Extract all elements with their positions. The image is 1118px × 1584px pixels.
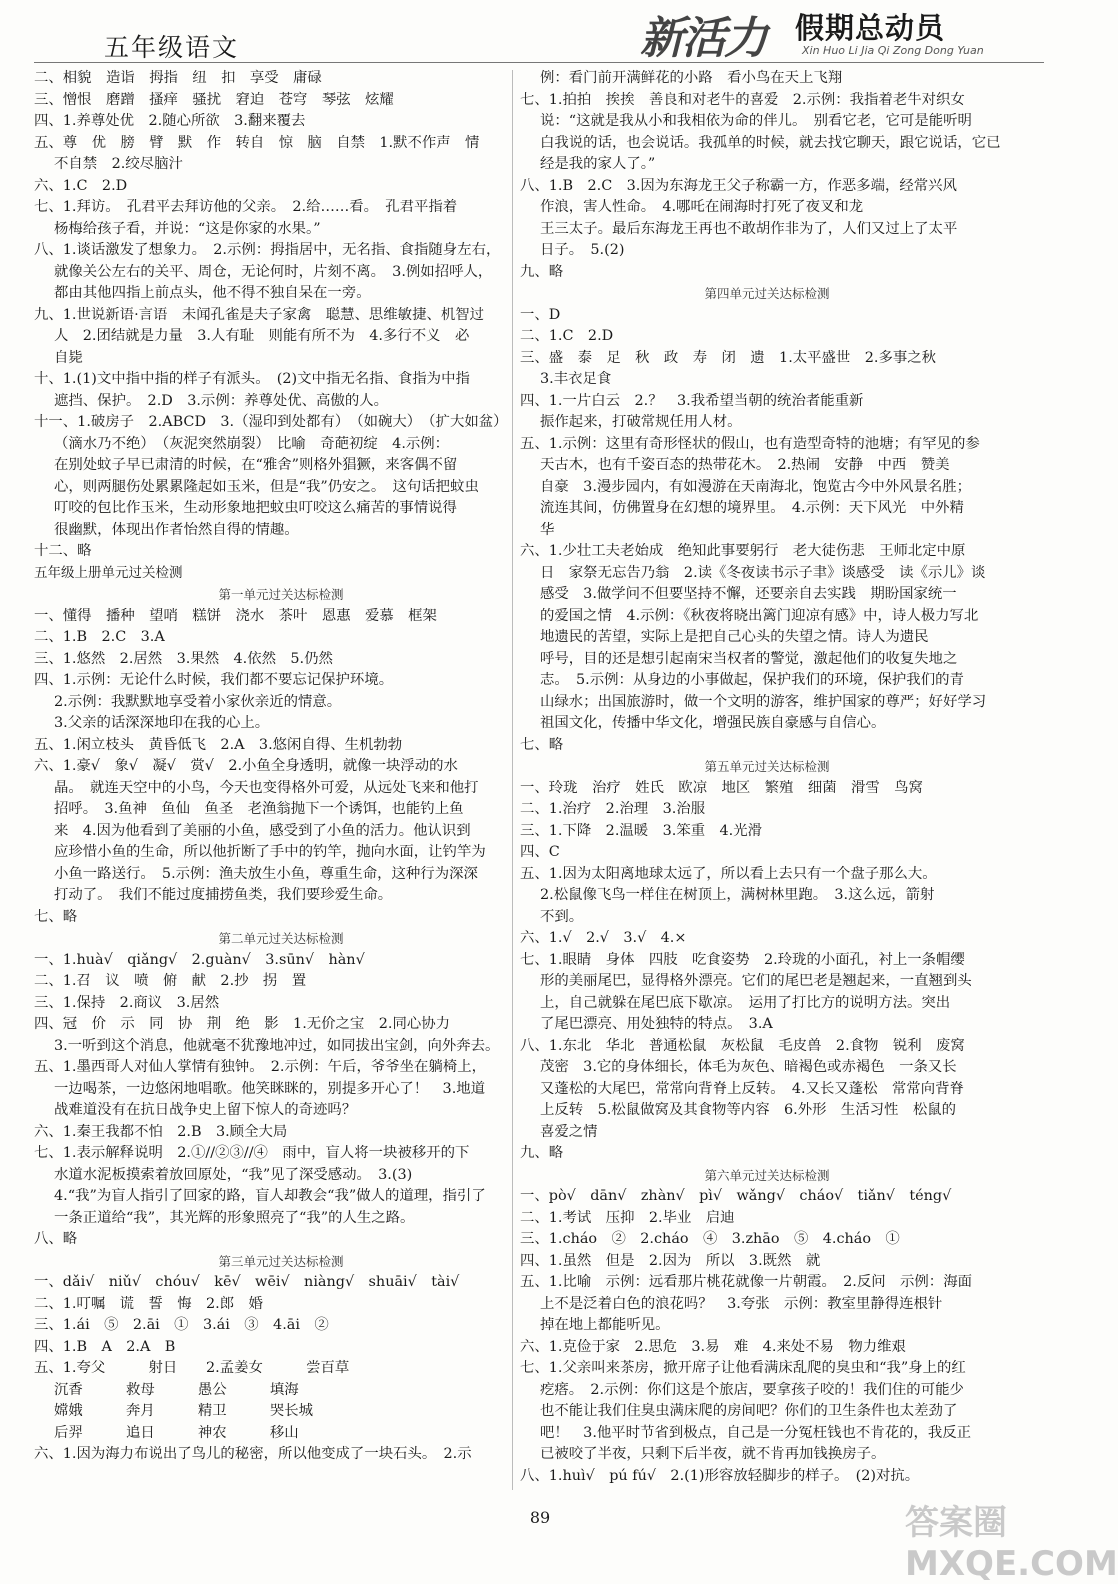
answer-line: 打动了。 我们不能过度捕捞鱼类，我们要珍爱生命。 [54, 887, 393, 903]
answer-line: 3.丰衣足食 [540, 371, 612, 387]
grade-subject: 五年级语文 [104, 33, 240, 62]
answer-line: 七、1.父亲叫来茶房，掀开席子让他看满床乱爬的臭虫和“我”身上的红 [520, 1360, 966, 1376]
answer-line: 一、pò√ dān√ zhàn√ pì√ wǎng√ cháo√ tiǎn√ téng√ [520, 1188, 952, 1204]
answer-line: 三、1.保持 2.商议 3.居然 [34, 994, 220, 1011]
answer-line: 流连其间，仿佛置身在幻想的境界里。 4.示例：天下风光 中外精 [540, 500, 964, 516]
answer-line: 三、1.悠然 2.居然 3.果然 4.依然 5.仍然 [34, 650, 333, 667]
answer-line: 作浪，害人性命。 4.哪吒在闹海时打死了夜叉和龙 [540, 199, 864, 215]
answer-line: 三、憎恨 磨蹭 搔痒 骚扰 窘迫 苍穹 琴弦 炫耀 [34, 91, 394, 108]
section-title: 第五单元过关达标检测 [704, 759, 830, 774]
answer-line: 六、1.豪√ 象√ 凝√ 赏√ 2.小鱼全身透明，就像一块浮动的水 [34, 758, 458, 774]
answer-line: 六、1.√ 2.√ 3.√ 4.× [520, 930, 687, 946]
answer-line: 三、1.下降 2.温暖 3.笨重 4.光滑 [520, 822, 762, 839]
answer-line: 志。 5.示例：从身边的小事做起，保护我们的环境，保护我们的青 [540, 672, 964, 688]
answer-line: 十一、1.破房子 2.ABCD 3.（湿印到处都有） （如碗大） （扩大如盆） [34, 414, 508, 430]
answer-line: 上不是泛着白色的浪花吗？ 3.夸张 示例：教室里静得连根针 [540, 1295, 943, 1312]
answer-line: 在别处蚊子早已肃清的时候，在“雅舍”则格外猖獗，来客偶不留 [54, 457, 458, 473]
answer-line: 五、1.因为太阳离地球太远了，所以看上去只有一个盘子那么大。 [520, 865, 937, 882]
answer-line: 二、1.考试 压抑 2.毕业 启迪 [520, 1209, 735, 1226]
answer-line: 四、1.养尊处优 2.随心所欲 3.翻来覆去 [34, 113, 306, 129]
answer-line: 晶。 就连天空中的小鸟，今天也变得格外可爱，从远处飞来和他打 [54, 779, 479, 796]
answer-line: 自毙 [54, 349, 83, 366]
answer-line: 二、1.召 议 喷 俯 献 2.抄 拐 置 [34, 973, 307, 989]
section-title: 第三单元过关达标检测 [218, 1253, 344, 1269]
answer-line: 就像关公左右的关平、周仓，无论何时，片刻不离。 3.例如招呼人， [54, 263, 493, 280]
answer-line: 2.松鼠像飞鸟一样住在树顶上，满树林里跑。 3.这么远，箭射 [540, 887, 935, 903]
answer-line: 呼号，目的还是想引起南宋当权者的警觉，激起他们的收复失地之 [540, 650, 958, 667]
answer-line: 3.父亲的话深深地印在我的心上。 [54, 715, 270, 731]
answer-line: 白我说的话，也会说话。我孤单的时候，就去找它聊天，跟它说话，它已 [540, 134, 1001, 151]
answer-line: 遮挡、保护。 2.D 3.示例：养尊处优、高傲的人。 [54, 392, 389, 409]
answer-line: 三、盛 泰 足 秋 政 寿 闭 遗 1.太平盛世 2.多事之秋 [520, 349, 937, 366]
answer-line: 叮咬的包比作玉米，生动形象地把蚊虫叮咬这么痛苦的事情说得 [54, 500, 457, 516]
answer-line: 八、略 [34, 1231, 78, 1247]
answer-line: 三、1.cháo ② 2.cháo ④ 3.zhāo ⑤ 4.cháo ① [520, 1231, 900, 1247]
answer-line: 不自禁 2.绞尽脑汁 [54, 156, 183, 172]
page-number: 89 [529, 1508, 551, 1527]
answer-line: 八、1.东北 华北 普通松鼠 灰松鼠 毛皮兽 2.食物 锐利 废窝 [520, 1037, 965, 1054]
answer-line: 2.示例：我默默地享受着小家伙亲近的情意。 [54, 693, 342, 710]
answer-line: 又蓬松的大尾巴，常常向背脊上反转。 4.又长又蓬松 常常向背脊 [540, 1080, 964, 1097]
answer-line: 八、1.谈话激发了想象力。 2.示例：拇指居中，无名指、食指随身左右， [34, 242, 501, 258]
answer-line: 一、dǎi√ niǔ√ chóu√ kē√ wēi√ niàng√ shuāi√ tài√ [34, 1274, 460, 1290]
header-rule [34, 62, 1044, 63]
answer-line: 四、1.示例：无论什么时候，我们都不要忘记保护环境。 [34, 672, 394, 688]
answer-line: 七、略 [520, 736, 564, 753]
answer-line: 一、1.huà√ qiǎng√ 2.guàn√ 3.sūn√ hàn√ [34, 951, 365, 968]
answer-line: 天古木，也有千姿百态的热带花木。 2.热闹 安静 中西 赞美 [540, 457, 950, 473]
answer-line: 已被咬了半夜，只剩下后半夜，就不肯再加钱换房子。 [540, 1446, 886, 1462]
section-title: 第四单元过关达标检测 [704, 286, 830, 301]
answer-line: 日子。 5.(2) [540, 242, 625, 258]
answer-line: 九、略 [520, 263, 564, 280]
answer-line: 不到。 [540, 908, 584, 925]
answer-line: 二、1.C 2.D [520, 328, 614, 344]
answer-line: 四、1.一片白云 2.？ 3.我希望当朝的统治者能重新 [520, 392, 864, 409]
answer-line: 九、略 [520, 1145, 564, 1161]
brand-logo: 新活力 [640, 13, 766, 64]
answer-line: 九、1.世说新语·言语 未闻孔雀是夫子家禽 聪慧、思维敏捷、机智过 [34, 306, 485, 323]
answer-line: 吧！ 3.他平时节省到极点，自己是一分冤枉钱也不肯花的，我反正 [540, 1424, 972, 1441]
answer-line: 上反转 5.松鼠做窝及其食物等内容 6.外形 生活习性 松鼠的 [540, 1102, 957, 1118]
answer-line: 自豪 3.漫步园内，有如漫游在天南海北，饱览古今中外风景名胜； [540, 478, 972, 495]
answer-line: 茂密 3.它的身体细长，体毛为灰色、暗褐色或赤褐色 一条又长 [540, 1059, 957, 1075]
section-title: 第一单元过关达标检测 [218, 587, 344, 602]
answer-line: 七、1.拍拍 挨挨 善良和对老牛的喜爱 2.示例：我指着老牛对织女 [520, 91, 965, 108]
answer-line: 二、1.B 2.C 3.A [34, 629, 165, 645]
answer-line: 六、1.因为海力布说出了鸟儿的秘密，所以他变成了一块石头。 2.示 [34, 1446, 472, 1462]
answer-line: 人 2.团结就是力量 3.人有耻 则能有所不为 4.多行不义 必 [54, 328, 470, 344]
answer-line: 四、1.B A 2.A B [34, 1338, 176, 1355]
answer-line: 六、1.克俭于家 2.思危 3.易 难 4.来处不易 物力维艰 [520, 1338, 906, 1355]
answer-line: 华 [540, 521, 555, 538]
answer-line: 地遗民的苦望，实际上是把自己心头的失望之情。诗人为遗民 [540, 629, 929, 645]
answer-line: 七、1.拜访。 孔君平去拜访他的父亲。 2.给……看。 孔君平指着 [34, 199, 458, 215]
answer-line: 七、略 [34, 908, 78, 925]
answer-line: 4.“我”为盲人指引了回家的路，盲人却教会“我”做人的道理，指引了 [54, 1188, 486, 1204]
answer-line: 小鱼一路送行。 5.示例：渔夫放生小鱼，尊重生命，这种行为深深 [54, 865, 478, 882]
section-title: 第六单元过关达标检测 [704, 1167, 830, 1183]
answer-line: 王三太子。最后东海龙王再也不敢胡作非为了，人们又过上了太平 [540, 220, 958, 237]
answer-line: 招呼。 3.鱼神 鱼仙 鱼圣 老渔翁抛下一个诱饵，也能钓上鱼 [54, 801, 464, 817]
answer-line: 二、相貌 造诣 拇指 纽 扣 享受 庸碌 [34, 70, 322, 86]
answer-line: 例：看门前开满鲜花的小路 看小鸟在天上飞翔 [540, 70, 843, 86]
right-column [520, 68, 1014, 1487]
answer-line: 一、D [520, 306, 561, 323]
answer-line: 山绿水；出国旅游时，做一个文明的游客，维护国家的尊严；好好学习 [540, 693, 987, 710]
answer-line: 四、1.虽然 但是 2.因为 所以 3.既然 就 [520, 1252, 821, 1269]
answer-line: 八、1.B 2.C 3.因为东海龙王父子称霸一方，作恶多端，经常兴风 [520, 177, 957, 194]
answer-line: 二、1.叮嘱 谎 誓 悔 2.郎 婚 [34, 1295, 263, 1312]
answer-line: 五、1.示例：这里有奇形怪状的假山，也有造型奇特的池塘；有罕见的参 [520, 435, 980, 452]
answer-line: 二、1.治疗 2.治理 3.治服 [520, 801, 706, 817]
answer-line: （滴水乃不绝） （灰泥突然崩裂） 比喻 奇葩初绽 4.示例： [54, 435, 450, 452]
section-title: 第二单元过关达标检测 [218, 931, 344, 946]
answer-line: 十二、略 [34, 543, 92, 559]
answer-line: 一、懂得 播种 望哨 糕饼 浇水 茶叶 恩惠 爱慕 框架 [34, 607, 437, 624]
watermark-logo: 答案圈 MXQE.COM [905, 1503, 1118, 1584]
series-title: 假期总动员 [795, 11, 946, 45]
answer-line: 五、尊 优 膀 臂 默 作 转自 惊 脑 自禁 1.默不作声 情 [34, 134, 480, 151]
answer-line: 形的美丽尾巴，显得格外漂亮。它们的尾巴老是翘起来，一直翘到头 [540, 973, 972, 989]
answer-line: 嫦娥 奔月 精卫 哭长城 [54, 1403, 314, 1419]
answer-line: 感受 3.做学问不但要坚持不懈，还要亲自去实践 期盼国家统一 [540, 586, 957, 602]
answer-line: 应珍惜小鱼的生命，所以他折断了手中的钓竿，抛向水面，让钓竿为 [54, 844, 486, 860]
answer-line: 心，则两腿伤处累累隆起如玉米，但是“我”仍安之。 这句话把蚊虫 [54, 478, 479, 495]
answer-line: 了尾巴漂亮、用处独特的特点。 3.A [540, 1016, 773, 1032]
answer-line: 杨梅给孩子看，并说：“这是你家的水果。” [54, 220, 321, 237]
answer-line: 来 4.因为他看到了美丽的小鱼，感受到了小鱼的活力。他认识到 [54, 822, 471, 839]
answer-line: 七、1.眼睛 身体 四肢 吃食姿势 2.玲珑的小面孔，衬上一条帽缨 [520, 951, 965, 968]
answer-line: 四、C [520, 844, 560, 860]
series-pinyin: Xin Huo Li Jia Qi Zong Dong Yuan [802, 44, 984, 57]
answer-line: 振作起来，打破常规任用人材。 [540, 414, 742, 430]
answer-line: 一边喝茶，一边悠闲地唱歌。他笑眯眯的，别提多开心了！ 3.地道 [54, 1080, 486, 1097]
answer-line: 祖国文化，传播中华文化，增强民族自豪感与自信心。 [540, 715, 886, 731]
answer-line: 沉香 救母 愚公 填海 [54, 1381, 299, 1398]
answer-line: 也不能让我们住臭虫满床爬的房间吧？你们的卫生条件也太差劲了 [540, 1403, 958, 1419]
answer-line: 一条正道给“我”，其光辉的形象照亮了“我”的人生之路。 [54, 1209, 415, 1226]
answer-line: 水道水泥板摸索着放回原处，“我”见了深受感动。 3.(3) [54, 1166, 413, 1183]
answer-line: 很幽默，体现出作者怡然自得的情趣。 [54, 521, 299, 538]
answer-line: 六、1.少壮工夫老始成 绝知此事要躬行 老大徒伤悲 王师北定中原 [520, 543, 966, 559]
answer-line: 都由其他四指上前点头，他不得不独自呆在一旁。 [54, 285, 371, 301]
left-column [34, 68, 528, 1466]
answer-line: 五、1.夸父 射日 2.孟姜女 尝百草 [34, 1360, 350, 1376]
answer-line: 五、1.墨西哥人对仙人掌情有独钟。 2.示例：午后，爷爷坐在躺椅上， [34, 1059, 486, 1075]
answer-line: 疙瘩。 2.示例：你们这是个旅店，要拿孩子咬的！我们住的可能少 [540, 1381, 964, 1398]
answer-line: 四、冠 价 示 同 协 荆 绝 影 1.无价之宝 2.同心协力 [34, 1016, 451, 1032]
answer-line: 后羿 追日 神农 移山 [54, 1424, 299, 1441]
answer-line: 战难道没有在抗日战争史上留下惊人的奇迹吗？ [54, 1102, 357, 1118]
answer-line: 八、1.huì√ pú fú√ 2.(1)形容放轻脚步的样子。 (2)对抗。 [520, 1467, 920, 1484]
answer-line: 掉在地上都能听见。 [540, 1317, 670, 1333]
answer-line: 十、1.(1)文中指中指的样子有派头。 (2)文中指无名指、食指为中指 [34, 371, 470, 387]
page-header [0, 0, 1080, 66]
answer-line: 五、1.比喻 示例：远看那片桃花就像一片朝霞。 2.反问 示例：海面 [520, 1274, 972, 1290]
answer-line: 七、1.表示解释说明 2.①//②③//④ 雨中，盲人将一块被移开的下 [34, 1145, 470, 1161]
answer-line: 经是我的家人了。” [540, 156, 656, 172]
answer-line: 六、1.C 2.D [34, 177, 128, 194]
answer-line: 的爱国之情 4.示例：《秋夜将晓出篱门迎凉有感》中，诗人极力写北 [540, 607, 979, 624]
answer-line: 一、玲珑 治疗 姓氏 欧凉 地区 繁殖 细菌 滑雪 鸟窝 [520, 779, 923, 796]
answer-line: 五、1.闲立枝头 黄昏低飞 2.A 3.悠闲自得、生机勃勃 [34, 736, 403, 753]
answer-line: 3.一听到这个消息，他就毫不犹豫地冲过，如同拔出宝剑，向外奔去。 [54, 1037, 500, 1054]
answer-line: 喜爱之情 [540, 1123, 598, 1140]
answer-line: 说：“这就是我从小和我相依为命的伴儿。 别看它老，它可是能听明 [540, 113, 972, 129]
answer-line: 上，自己就躲在尾巴底下歇凉。 运用了打比方的说明方法。突出 [540, 994, 951, 1011]
answer-line: 日 家祭无忘告乃翁 2.读《冬夜读书示子聿》谈感受 读《示儿》谈 [540, 564, 986, 581]
answer-line: 六、1.秦王我都不怕 2.B 3.顾全大局 [34, 1123, 288, 1140]
answer-line: 三、1.ái ⑤ 2.āi ① 3.ái ③ 4.āi ② [34, 1317, 329, 1333]
group-title: 五年级上册单元过关检测 [34, 564, 183, 581]
